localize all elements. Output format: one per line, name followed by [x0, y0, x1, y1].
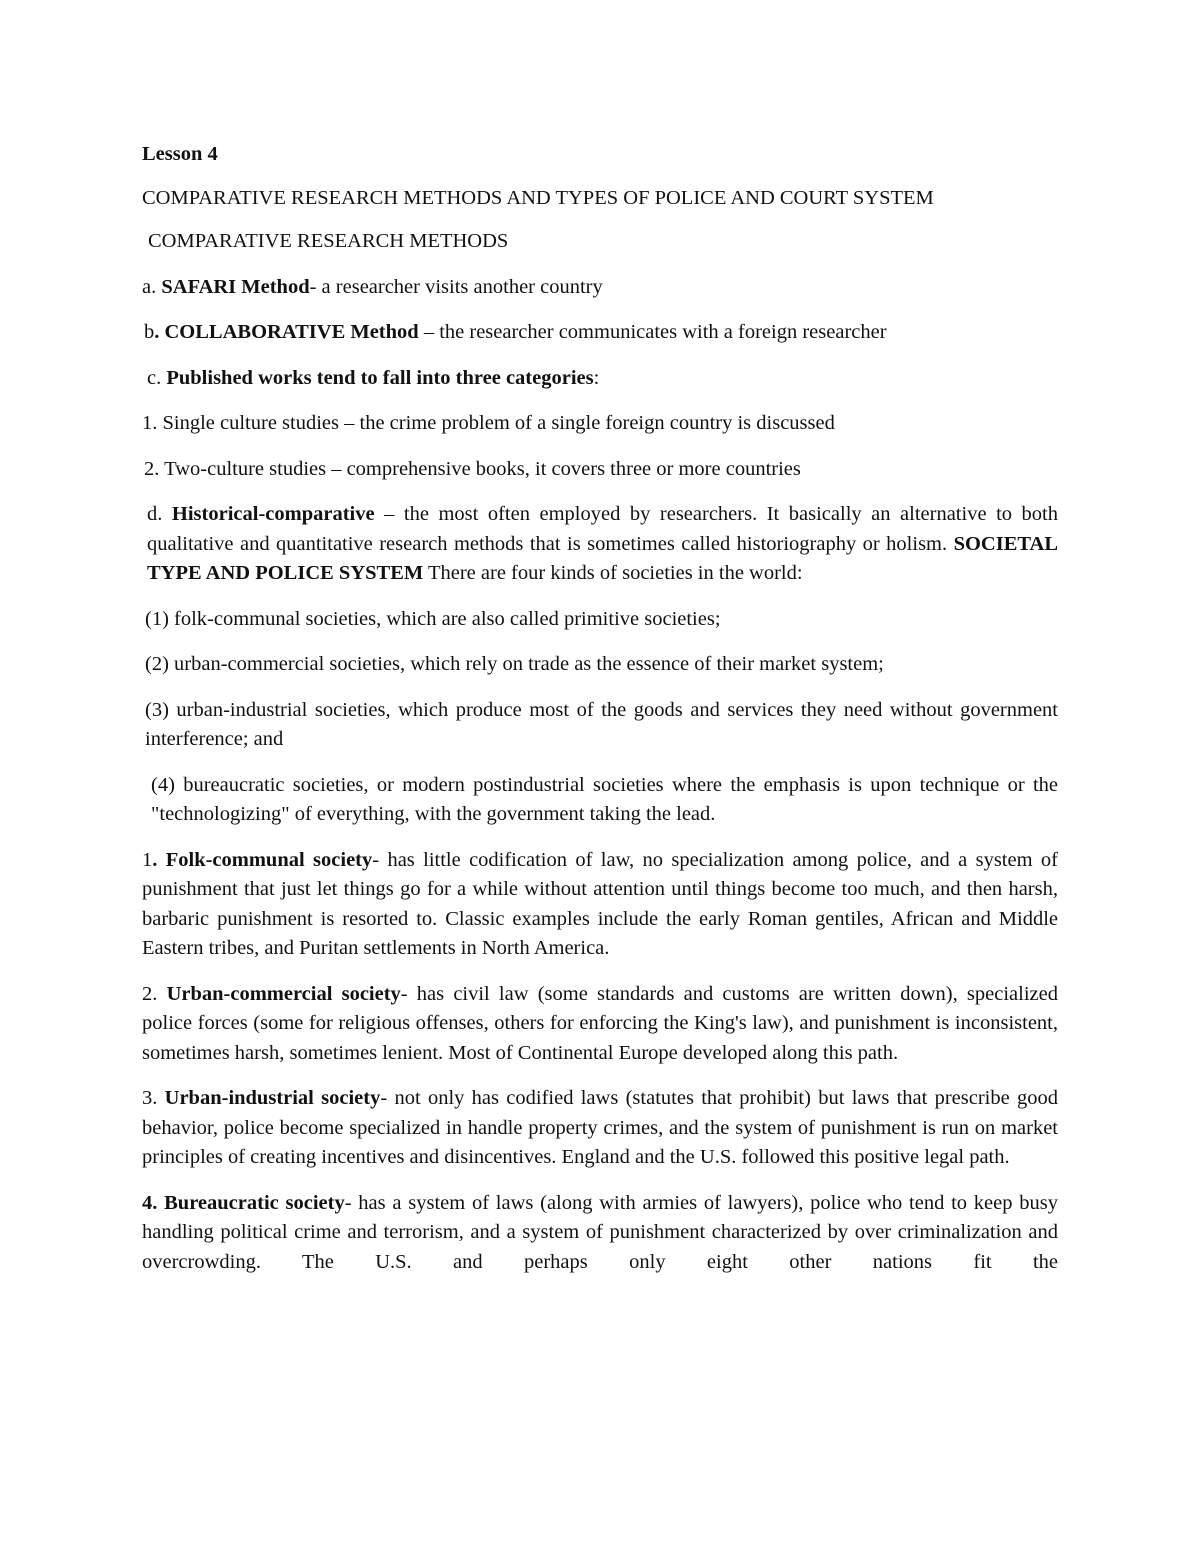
urban-commercial-number: 2. — [142, 982, 167, 1005]
folk-text: - has little codification of law, no specialization among police, and a system of punishment that just let things go for a while without attention until things become too much, and then harsh, barbaric punishment is resorted to. Classic examples include the early Roman gentiles, African and Middle Eastern tribes, and Puritan settlements in North America. — [142, 848, 1058, 959]
folk-number: 1 — [142, 848, 153, 871]
societal-type-heading: SOCIETAL TYPE AND POLICE SYSTEM — [147, 532, 1058, 584]
society-detail-urban-industrial — [142, 1084, 1058, 1173]
method-d-prefix: d. — [147, 503, 172, 525]
bureaucratic-term: 4. Bureaucratic society — [142, 1191, 345, 1214]
folk-term: . Folk-communal society — [152, 848, 373, 871]
method-a-text: - a researcher visits another country — [309, 275, 603, 298]
society-kind-urban-commercial: (2) urban-commercial societies, which rely on trade as the essence of their market system; — [145, 653, 884, 675]
document-body — [142, 140, 1058, 1293]
urban-industrial-text: - not only has codified laws (statutes that prohibit) but laws that prescribe good behavior, police become specialized in handle property crimes, and the system of punishment is run on market principles of creating incentives and disincentives. England and the U.S. followed this positive legal path. — [142, 1087, 1058, 1168]
method-a-term: SAFARI Method — [161, 275, 310, 298]
method-d-text: – the most often employed by researchers. It basically an alternative to both qualitative and quantitative research methods that is sometimes called historiography or holism. — [147, 503, 1058, 555]
method-c-text: : — [593, 366, 600, 389]
society-kind-urban-industrial: (3) urban-industrial societies, which produce most of the goods and services they need without government interference; and — [145, 698, 1058, 750]
society-kind-folk: (1) folk-communal societies, which are also called primitive societies; — [145, 607, 721, 630]
method-b — [142, 318, 1058, 348]
method-c-term: Published works tend to fall into three categories — [166, 366, 594, 389]
method-b-term: . COLLABORATIVE Method — [154, 321, 419, 343]
category-two-culture: 2. Two-culture studies – comprehensive books, it covers three or more countries — [144, 457, 801, 480]
society-detail-folk — [142, 846, 1058, 964]
society-kind-bureaucratic: (4) bureaucratic societies, or modern postindustrial societies where the emphasis is upon technique or the "technologizing" of everything, with the government taking the lead. — [151, 773, 1058, 825]
society-detail-bureaucratic — [142, 1189, 1058, 1278]
category-single-culture: 1. Single culture studies – the crime problem of a single foreign country is discussed — [142, 412, 835, 434]
urban-commercial-term: Urban-commercial society — [166, 982, 401, 1005]
bureaucratic-text: - has a system of laws (along with armies of lawyers), police who tend to keep busy handling political crime and terrorism, and a system of punishment characterized by over criminalization and overcrowding. The U.S. and perhaps only eight other nations fit the — [142, 1191, 1058, 1273]
method-b-text: – the researcher communicates with a foreign researcher — [418, 321, 887, 343]
lesson-label: Lesson 4 — [142, 143, 218, 165]
societal-type-intro: There are four kinds of societies in the world: — [423, 562, 803, 584]
society-detail-urban-commercial — [142, 980, 1058, 1069]
method-d-historical — [142, 500, 1058, 589]
urban-industrial-number: 3. — [142, 1087, 165, 1109]
method-c — [142, 364, 1058, 394]
method-b-prefix: b — [144, 321, 155, 343]
method-c-prefix: c. — [147, 366, 167, 389]
main-title: COMPARATIVE RESEARCH METHODS AND TYPES OF POLICE AND COURT SYSTEM — [142, 186, 934, 209]
section-heading: COMPARATIVE RESEARCH METHODS — [148, 230, 509, 252]
method-a — [142, 273, 1058, 303]
method-d-term: Historical-comparative — [171, 503, 375, 525]
urban-industrial-term: Urban-industrial society — [164, 1087, 381, 1109]
method-a-prefix: a. — [142, 275, 162, 298]
urban-commercial-text: - has civil law (some standards and customs are written down), specialized police forces (some for religious offenses, others for enforcing the King's law), and punishment is inconsistent, sometimes harsh, sometimes lenient. Most of Continental Europe developed along this path. — [142, 982, 1058, 1064]
